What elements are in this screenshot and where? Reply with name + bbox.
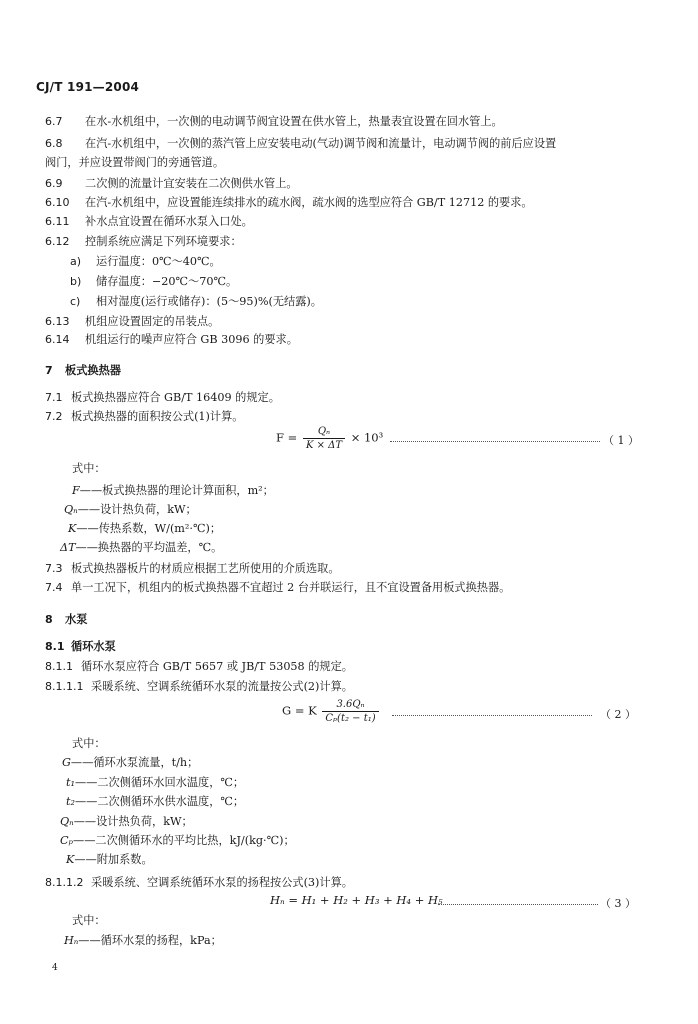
leader-dots: [438, 903, 598, 905]
clause-7-3: [45, 562, 340, 576]
clause-text: 板式换热器板片的材质应根据工艺所使用的介质选取。: [71, 562, 340, 575]
fraction-denominator: Cₚ(t₂ − t₁): [325, 713, 376, 724]
clause-text: 补水点宜设置在循环水泵入口处。: [85, 215, 253, 228]
var-t1: [66, 776, 244, 790]
var-symbol: t₂——: [66, 795, 98, 808]
section-7-heading: [45, 364, 121, 378]
var-symbol: ΔT——: [60, 541, 98, 554]
formula-3: Hₙ = H₁ + H₂ + H₃ + H₄ + H₅: [270, 893, 443, 907]
clause-number: 6.7: [45, 115, 63, 128]
clause-text: 机组应设置固定的吊装点。: [85, 315, 220, 328]
clause-8-1: [45, 640, 116, 654]
var-symbol: Qₙ——: [60, 815, 97, 828]
section-number: 8: [45, 613, 53, 626]
clause-number: 6.12: [45, 235, 70, 248]
equation-number: （ 3 ）: [600, 897, 636, 910]
var-Cp: [60, 834, 295, 848]
clause-6-13: [45, 315, 219, 329]
where-label-3: [72, 914, 106, 928]
formula-lhs: G = K: [282, 703, 317, 718]
var-desc: 循环水泵流量，t/h；: [93, 756, 199, 769]
where-label-2: [72, 737, 106, 751]
leader-dots: [390, 440, 600, 442]
standard-code: CJ/T 191—2004: [36, 80, 140, 94]
formula-lhs: F =: [276, 430, 298, 445]
clause-6-10: [45, 196, 533, 210]
section-title: 水泵: [65, 613, 88, 626]
clause-number: 7.4: [45, 581, 63, 594]
var-symbol: K——: [66, 853, 97, 866]
where-text: 式中：: [72, 914, 106, 927]
clause-text: 在汽-水机组中，应设置能连续排水的疏水阀，疏水阀的选型应符合 GB/T 12712 的要求。: [85, 196, 533, 209]
clause-8-1-1-1: [45, 680, 353, 694]
var-desc: 传热系数，W/(m²·℃)；: [98, 522, 222, 535]
var-desc: 换热器的平均温差，℃。: [97, 541, 223, 554]
clause-number: 8.1.1: [45, 660, 73, 673]
clause-number: 6.14: [45, 333, 70, 346]
var-Qn: [64, 503, 197, 517]
fraction-numerator: Qₙ: [303, 426, 345, 439]
list-item-a: [70, 255, 221, 269]
var-symbol: F——: [72, 484, 103, 497]
section-8-heading: [45, 613, 87, 627]
clause-text: 控制系统应满足下列环境要求：: [85, 235, 242, 248]
clause-number: 6.11: [45, 215, 70, 228]
clause-text: 单一工况下，机组内的板式换热器不宜超过 2 台并联运行，且不宜设置备用板式换热器。: [71, 581, 511, 594]
clause-number: 7.1: [45, 391, 63, 404]
var-symbol: Hₙ——: [64, 934, 101, 947]
var-K-2: [66, 853, 153, 867]
clause-text: 循环水泵: [71, 640, 116, 653]
var-symbol: Qₙ——: [64, 503, 101, 516]
clause-number: 7.2: [45, 410, 63, 423]
formula-fraction: [322, 699, 378, 724]
clause-8-1-1-2: [45, 876, 353, 890]
list-text: 运行温度：0℃～40℃。: [96, 255, 221, 268]
formula-1: [276, 426, 383, 451]
var-Qn-2: [60, 815, 193, 829]
var-G: [62, 756, 198, 770]
var-dT: [60, 541, 222, 555]
list-text: 储存温度：−20℃～70℃。: [96, 275, 238, 288]
equation-number: （ 2 ）: [600, 708, 636, 721]
formula-2: [282, 699, 381, 724]
clause-text: 循环水泵应符合 GB/T 5657 或 JB/T 53058 的规定。: [81, 660, 353, 673]
clause-text: 机组运行的噪声应符合 GB 3096 的要求。: [85, 333, 298, 346]
formula-tail: × 10³: [350, 430, 384, 445]
var-F: [72, 484, 274, 498]
clause-6-8: [45, 137, 556, 151]
var-t2: [66, 795, 244, 809]
where-text: 式中：: [72, 737, 106, 750]
clause-8-1-1: [45, 660, 353, 674]
clause-number: 8.1.1.2: [45, 876, 84, 889]
var-Hn: [64, 934, 222, 948]
section-number: 7: [45, 364, 53, 377]
var-desc: 二次侧循环水供水温度，℃；: [97, 795, 245, 808]
leader-dots: [392, 714, 592, 716]
var-symbol: t₁——: [66, 776, 98, 789]
list-marker: b): [70, 275, 82, 288]
clause-number: 7.3: [45, 562, 63, 575]
clause-7-1: [45, 391, 280, 405]
equation-number: （ 1 ）: [603, 434, 639, 447]
list-item-c: [70, 295, 322, 309]
var-K: [68, 522, 221, 536]
clause-6-12: [45, 235, 242, 249]
clause-text: 二次侧的流量计宜安装在二次侧供水管上。: [85, 177, 298, 190]
clause-text: 在水-水机组中，一次侧的电动调节阀宜设置在供水管上，热量表宜设置在回水管上。: [85, 115, 503, 128]
var-desc: 设计热负荷，kW；: [100, 503, 197, 516]
list-text: 相对湿度(运行或储存)：(5～95)%(无结露)。: [96, 295, 322, 308]
clause-text: 板式换热器的面积按公式(1)计算。: [71, 410, 244, 423]
clause-number: 6.9: [45, 177, 63, 190]
clause-number: 6.13: [45, 315, 70, 328]
fraction-numerator: 3.6Qₙ: [322, 699, 378, 712]
var-symbol: K——: [68, 522, 99, 535]
list-item-b: [70, 275, 237, 289]
var-desc: 设计热负荷，kW；: [96, 815, 193, 828]
var-desc: 附加系数。: [96, 853, 153, 866]
clause-number: 6.8: [45, 137, 63, 150]
clause-number: 8.1.1.1: [45, 680, 84, 693]
var-desc: 循环水泵的扬程，kPa；: [100, 934, 222, 947]
fraction-denominator: K × ΔT: [305, 440, 343, 451]
var-symbol: Cₚ——: [60, 834, 96, 847]
where-label-1: [72, 462, 106, 476]
section-title: 板式换热器: [65, 364, 121, 377]
clause-text: 阀门，并应设置带阀门的旁通管道。: [45, 156, 225, 169]
clause-6-9: [45, 177, 298, 191]
clause-6-14: [45, 333, 298, 347]
var-desc: 板式换热器的理论计算面积，m²；: [102, 484, 274, 497]
list-marker: c): [70, 295, 81, 308]
page-number: 4: [52, 963, 58, 973]
clause-text: 在汽-水机组中，一次侧的蒸汽管上应安装电动(气动)调节阀和流量计，电动调节阀的前后应设置: [85, 137, 557, 150]
clause-7-4: [45, 581, 510, 595]
clause-number: 6.10: [45, 196, 70, 209]
clause-text: 采暖系统、空调系统循环水泵的流量按公式(2)计算。: [91, 680, 353, 693]
clause-7-2: [45, 410, 243, 424]
list-marker: a): [70, 255, 82, 268]
clause-text: 板式换热器应符合 GB/T 16409 的规定。: [71, 391, 280, 404]
clause-6-8-cont: [45, 156, 224, 170]
clause-6-7: [45, 115, 503, 129]
clause-number: 8.1: [45, 640, 65, 653]
clause-text: 采暖系统、空调系统循环水泵的扬程按公式(3)计算。: [91, 876, 353, 889]
var-desc: 二次侧循环水的平均比热，kJ/(kg·℃)；: [95, 834, 295, 847]
clause-6-11: [45, 215, 253, 229]
formula-fraction: [303, 426, 345, 451]
where-text: 式中：: [72, 462, 106, 475]
var-desc: 二次侧循环水回水温度，℃；: [97, 776, 245, 789]
var-symbol: G——: [62, 756, 94, 769]
